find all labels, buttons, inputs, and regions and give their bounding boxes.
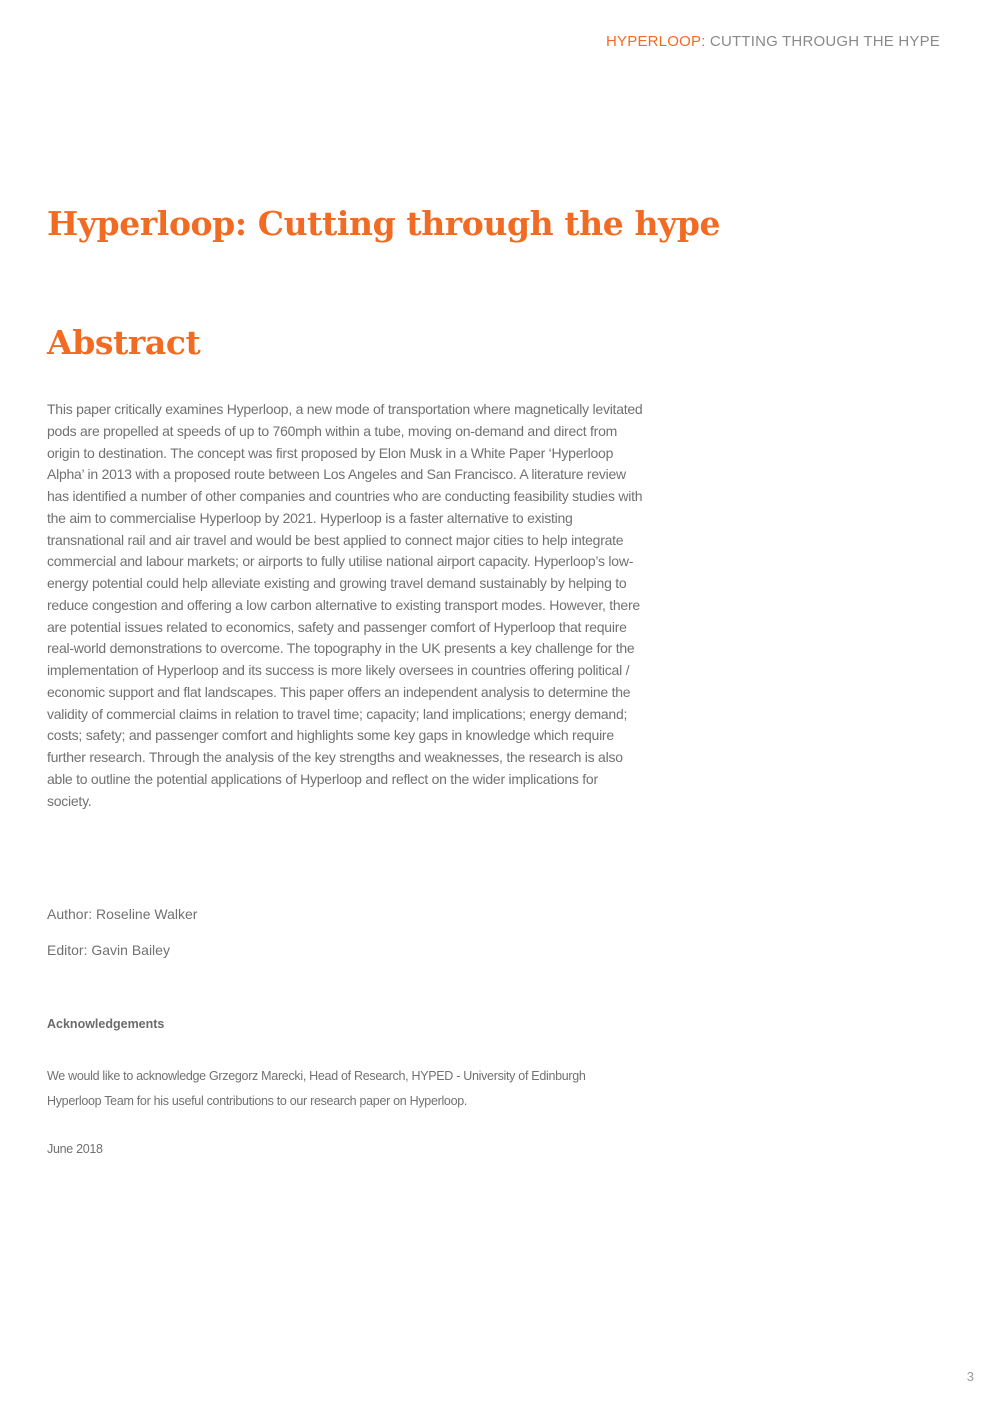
author-line: Author: Roseline Walker [47, 906, 198, 922]
acknowledgements-body: We would like to acknowledge Grzegorz Marecki, Head of Research, HYPED - University of Edinburgh Hyperloop Team for his useful contributions to our research paper on Hyperloop. [47, 1069, 586, 1108]
editor-line: Editor: Gavin Bailey [47, 942, 170, 958]
abstract-body: This paper critically examines Hyperloop, a new mode of transportation where magnetically levitated pods are propelled at speeds of up to 760mph within a tube, moving on-demand and direct from origin to destination. The concept was first proposed by Elon Musk in a White Paper ‘Hyperloop Alpha’ in 2013 with a proposed route between Los Angeles and San Francisco. A literature review has identified a number of other companies and countries who are conducting feasibility studies with the aim to commercialise Hyperloop by 2021. Hyperloop is a faster alternative to existing transnational rail and air travel and would be best applied to connect major cities to help integrate commercial and labour markets; or airports to fully utilise national airport capacity. Hyperloop’s low-energy potential could help alleviate existing and growing travel demand sustainably by helping to reduce congestion and offering a low carbon alternative to existing transport modes. However, there are potential issues related to economics, safety and passenger comfort of Hyperloop that require real-world demonstrations to overcome. The topography in the UK presents a key challenge for the implementation of Hyperloop and its success is more likely oversees in countries offering political / economic support and flat landscapes. This paper offers an independent analysis to determine the validity of commercial claims in relation to travel time; capacity; land implications; energy demand; costs; safety; and passenger comfort and highlights some key gaps in knowledge which require further research. Through the analysis of the key strengths and weaknesses, the research is also able to outline the potential applications of Hyperloop and reflect on the wider implications for society. [47, 401, 643, 809]
running-header-rest: : CUTTING THROUGH THE HYPE [701, 33, 940, 50]
page-number: 3 [966, 1369, 974, 1384]
abstract-heading: Abstract [47, 323, 201, 362]
running-header [606, 33, 940, 50]
running-header-accent: HYPERLOOP [606, 33, 702, 50]
publication-date: June 2018 [47, 1142, 103, 1156]
document-title: Hyperloop: Cutting through the hype [47, 204, 721, 243]
acknowledgements-heading: Acknowledgements [47, 1017, 165, 1031]
